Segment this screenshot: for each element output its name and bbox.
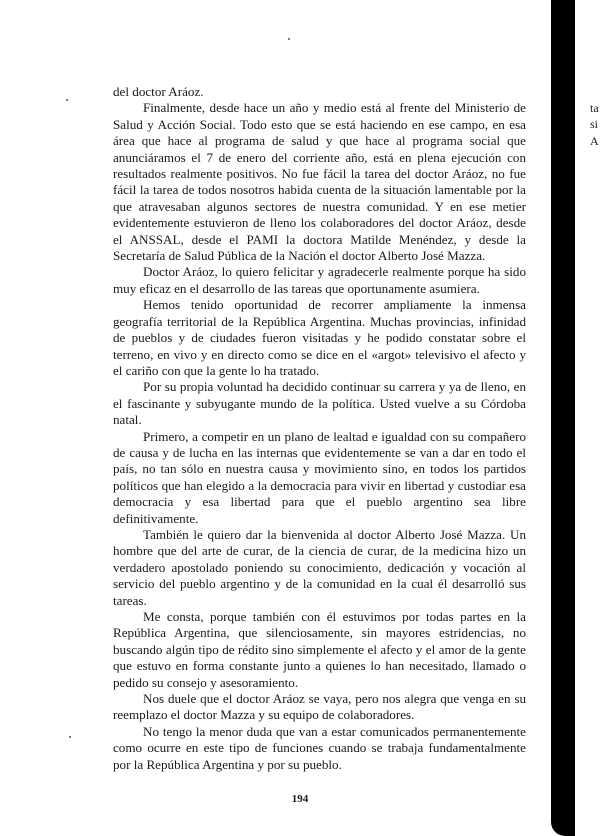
facing-page-fragment: A: [590, 133, 599, 148]
facing-page-fragment: si: [590, 117, 599, 132]
paragraph: No tengo la menor duda que van a estar comunicados permanentemente como ocurre en este tipo de funciones cuando se trabaja fundamentalmente por la República Argentina y por su pueblo.: [113, 723, 526, 772]
paragraph: Nos duele que el doctor Aráoz se vaya, pero nos alegra que venga en su reemplazo el doctor Mazza y su equipo de colaboradores.: [113, 691, 526, 723]
scan-speck: [69, 736, 71, 738]
paragraph: del doctor Aráoz.: [113, 84, 204, 99]
paragraph: Finalmente, desde hace un año y medio está al frente del Ministerio de Salud y Acción Social. Todo esto que se está haciendo en ese campo, en esa área que hace al programa de salud y que hace al programa social que anunciáramos el 7 de enero del corriente año, está en plena ejecución con resultados realmente positivos. No fue fácil la tarea del doctor Aráoz, no fue fácil la tarea de todos nosotros habida cuenta de la situación lamentable por la que atravesaban algunos sectores de nuestra comunidad. Y en ese metier evidentemente estuvieron de lleno los colaboradores del doctor Aráoz, desde el ANSSAL, desde el PAMI la doctora Matilde Menéndez, y desde la Secretaría de Salud Pública de la Nación el doctor Alberto José Mazza.: [113, 100, 526, 264]
page-number: 194: [291, 793, 309, 805]
scan-speck: [288, 38, 290, 40]
paragraph: Doctor Aráoz, lo quiero felicitar y agradecerle realmente porque ha sido muy eficaz en el desarrollo de las tareas que oportunamente asumiera.: [113, 264, 526, 296]
paragraph: Primero, a competir en un plano de lealtad e igualdad con su compañero de causa y de lucha en las internas que evidentemente se van a dar en todo el país, no tan sólo en nuestra causa y movimiento sino, en todos los partidos políticos que han elegido a la democracia para vivir en libertad y custodiar esa democracia y esa libertad para que el pueblo argentino sea libre definitivamente.: [113, 428, 526, 526]
facing-page-fragment: ta: [590, 101, 599, 115]
scan-speck: [66, 99, 68, 101]
facing-page-text: [590, 100, 600, 149]
paragraph: Por su propia voluntad ha decidido continuar su carrera y ya de lleno, en el fascinante y subyugante mundo de la política. Usted vuelve a su Córdoba natal.: [113, 379, 526, 428]
paragraph: Hemos tenido oportunidad de recorrer ampliamente la inmensa geografía territorial de la República Argentina. Muchas provincias, infinidad de pueblos y de ciudades fueron visitadas y he podido constatar sobre el terreno, en vivo y en directo como se dice en el «argot» televisivo el afecto y el cariño con que la gente lo ha tratado.: [113, 297, 526, 378]
paragraph: Me consta, porque también con él estuvimos por todas partes en la República Argentina, que silenciosamente, sin mayores estridencias, no buscando algún tipo de rédito sino simplemente el afecto y el amor de la gente que estuvo en forma constante junto a quienes lo han necesitado, llamado o pedido su consejo y asesoramiento.: [113, 609, 526, 690]
paragraph: También le quiero dar la bienvenida al doctor Alberto José Mazza. Un hombre que del arte de curar, de la ciencia de curar, de la medicina hizo un verdadero apostolado poniendo su conocimiento, dedicación y vocación al servicio del pueblo argentino y de la comunidad en la cual él desarrolló sus tareas.: [113, 526, 526, 608]
body-text: [113, 84, 526, 773]
